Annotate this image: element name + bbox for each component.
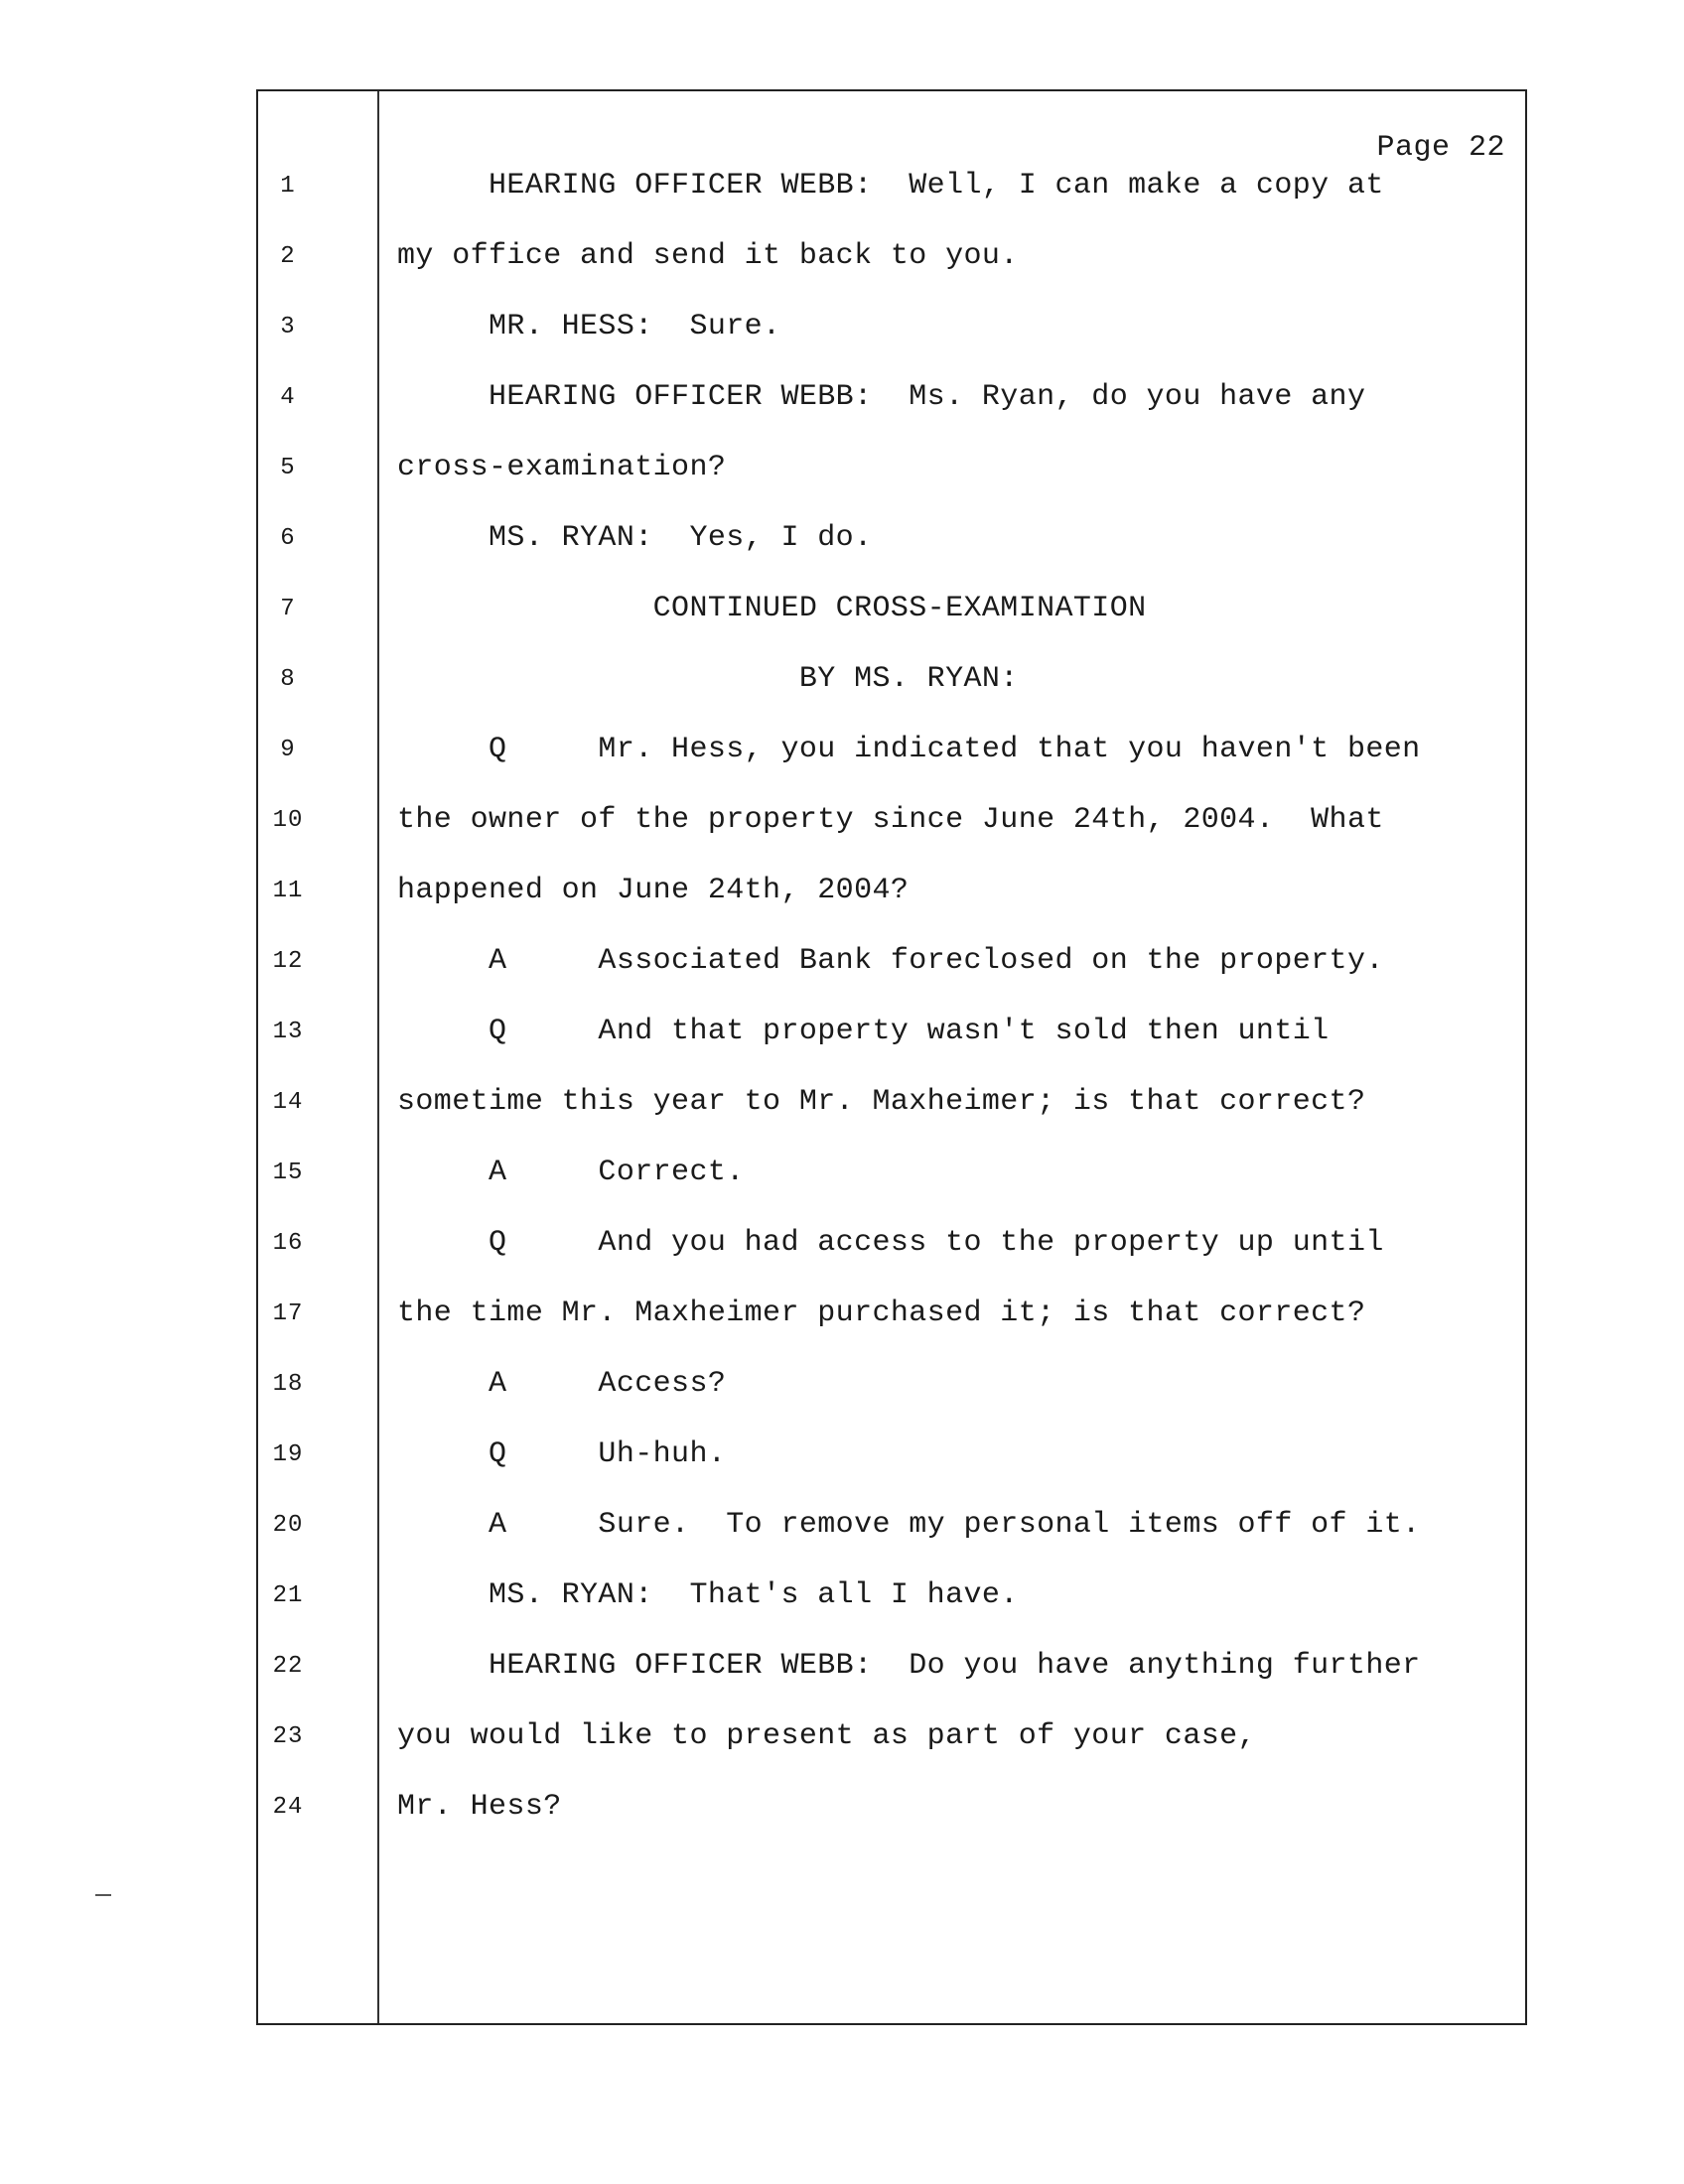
transcript-line: Q And you had access to the property up until xyxy=(397,1226,1384,1260)
line-number: 10 xyxy=(272,807,304,834)
transcript-line: the time Mr. Maxheimer purchased it; is that correct? xyxy=(397,1297,1366,1330)
line-number: 18 xyxy=(272,1371,304,1398)
line-number: 3 xyxy=(280,314,296,341)
transcript-line: Q Uh-huh. xyxy=(397,1437,727,1471)
transcript-line: A Correct. xyxy=(397,1156,745,1189)
transcript-line: happened on June 24th, 2004? xyxy=(397,874,910,907)
line-number: 14 xyxy=(272,1089,304,1116)
line-number: 21 xyxy=(272,1582,304,1609)
transcript-line: CONTINUED CROSS-EXAMINATION xyxy=(397,592,1147,625)
transcript-line: Q Mr. Hess, you indicated that you haven't been xyxy=(397,733,1421,766)
transcript-line: MS. RYAN: Yes, I do. xyxy=(397,521,873,555)
line-number: 24 xyxy=(272,1794,304,1821)
transcript-line: A Access? xyxy=(397,1367,727,1401)
line-number: 1 xyxy=(280,173,296,200)
line-number: 12 xyxy=(272,948,304,975)
transcript-line: HEARING OFFICER WEBB: Do you have anything further xyxy=(397,1649,1421,1683)
transcript-line: MS. RYAN: That's all I have. xyxy=(397,1578,1019,1612)
line-number: 16 xyxy=(272,1230,304,1257)
transcript-line: A Associated Bank foreclosed on the property. xyxy=(397,944,1384,978)
transcript-line: A Sure. To remove my personal items off of it. xyxy=(397,1508,1421,1542)
line-number: 15 xyxy=(272,1160,304,1186)
line-number-divider xyxy=(377,91,379,2023)
line-number: 5 xyxy=(280,455,296,481)
transcript-line: MR. HESS: Sure. xyxy=(397,310,781,343)
line-number: 19 xyxy=(272,1441,304,1468)
line-number: 6 xyxy=(280,525,296,552)
transcript-line: my office and send it back to you. xyxy=(397,239,1019,273)
line-number: 8 xyxy=(280,666,296,693)
transcript-line: you would like to present as part of your case, xyxy=(397,1719,1256,1753)
transcript-line: HEARING OFFICER WEBB: Well, I can make a copy at xyxy=(397,169,1384,203)
line-number: 13 xyxy=(272,1019,304,1045)
line-number: 20 xyxy=(272,1512,304,1539)
transcript-line: Q And that property wasn't sold then until xyxy=(397,1015,1330,1048)
line-number: 4 xyxy=(280,384,296,411)
transcript-line: the owner of the property since June 24th, 2004. What xyxy=(397,803,1384,837)
page-number: Page 22 xyxy=(1376,131,1505,165)
line-number: 11 xyxy=(272,878,304,904)
transcript-line: HEARING OFFICER WEBB: Ms. Ryan, do you have any xyxy=(397,380,1366,414)
line-number: 9 xyxy=(280,737,296,763)
line-number: 22 xyxy=(272,1653,304,1680)
transcript-line: BY MS. RYAN: xyxy=(397,662,1019,696)
line-number: 7 xyxy=(280,596,296,622)
line-number: 2 xyxy=(280,243,296,270)
transcript-line: cross-examination? xyxy=(397,451,727,484)
transcript-line: sometime this year to Mr. Maxheimer; is that correct? xyxy=(397,1085,1366,1119)
transcript-line: Mr. Hess? xyxy=(397,1790,562,1824)
margin-mark xyxy=(95,1894,111,1896)
transcript-page xyxy=(256,89,1527,2025)
line-number: 17 xyxy=(272,1300,304,1327)
line-number: 23 xyxy=(272,1723,304,1750)
